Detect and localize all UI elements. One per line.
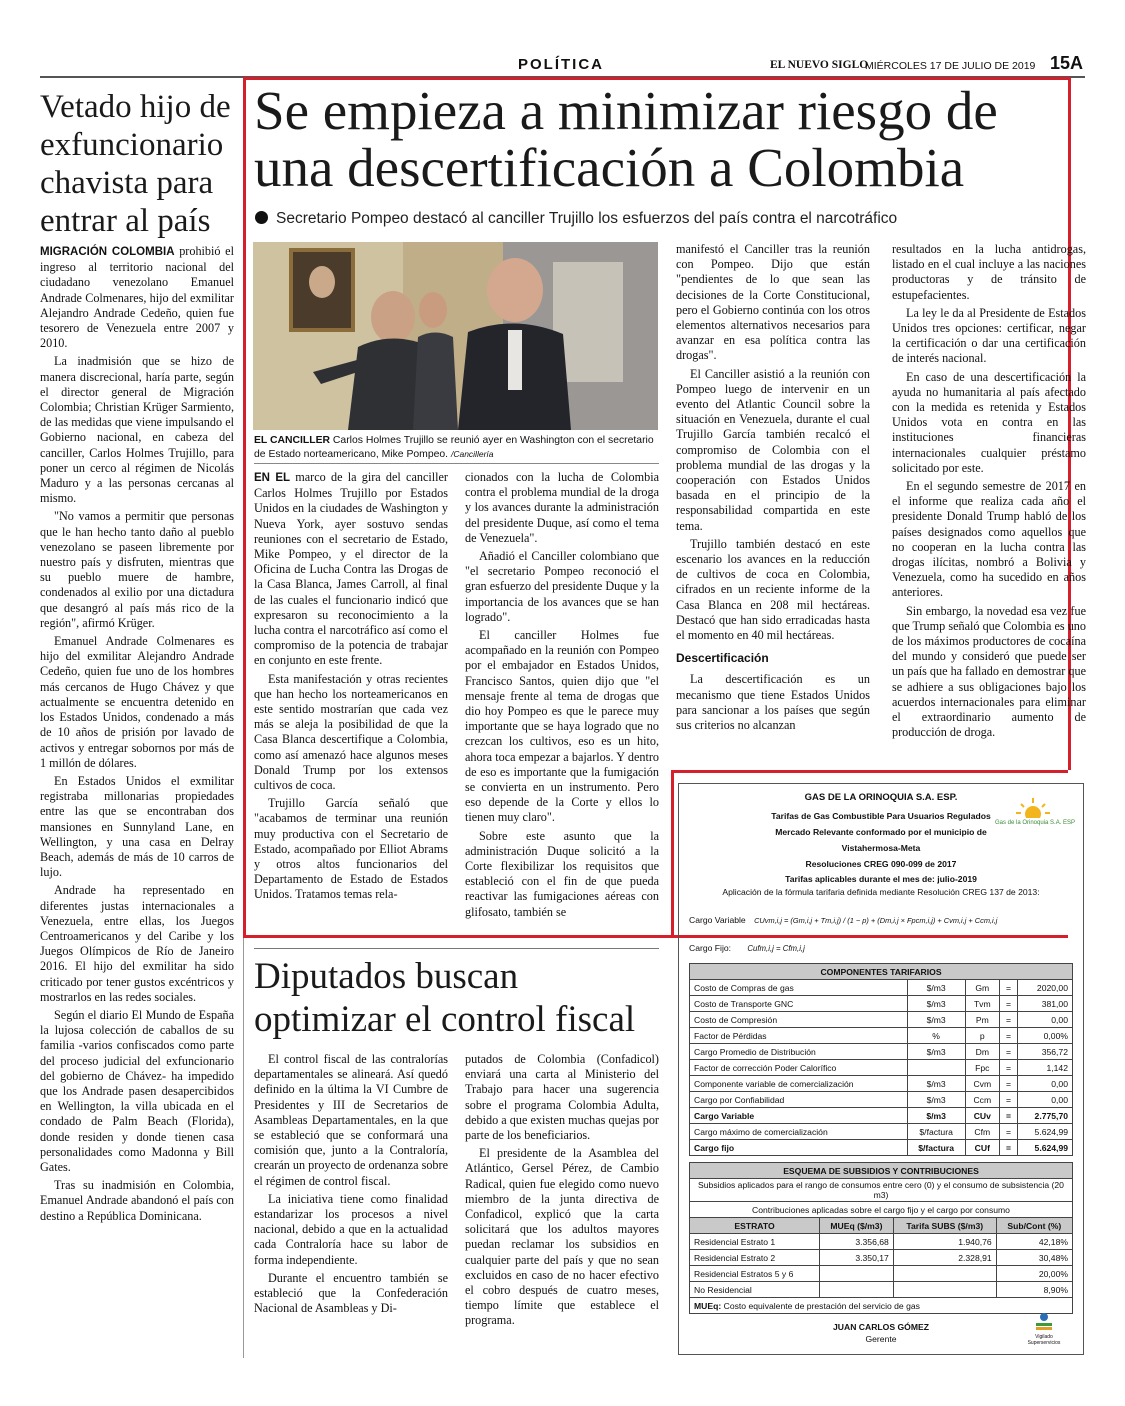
component-name: Costo de Transporte GNC [690,996,908,1012]
component-name: Componente variable de comercialización [690,1076,908,1092]
component-value: 5.624,99 [1018,1124,1073,1140]
mueq-note: MUEq: Costo equivalente de prestación del servicio de gas [690,1298,1073,1314]
component-value: 2020,00 [1018,980,1073,996]
component-row [690,1092,1073,1108]
component-name: Cargo Variable [690,1108,908,1124]
component-symbol: Fpc [965,1060,999,1076]
paragraph: Trujillo García señaló que "acabamos de terminar una reunión muy productiva con el Secretario de Estado, acompañado por Elliot Abrams y otros altos funcionarios del Departamento de Estado de Estados Unidos. Tratamos temas rela- [254,796,448,902]
component-value: 0,00% [1018,1028,1073,1044]
component-equals: = [1000,1076,1018,1092]
subsidy-estrato: No Residencial [690,1282,820,1298]
formula-note: Aplicación de la fórmula tarifaria definida mediante Resolución CREG 137 de 2013: [722,887,1040,897]
subsidy-header: Sub/Cont (%) [996,1218,1072,1234]
component-row [690,1076,1073,1092]
component-equals: = [1000,1028,1018,1044]
component-equals: = [1000,1060,1018,1076]
subsidy-estrato: Residencial Estratos 5 y 6 [690,1266,820,1282]
subsidy-value: 2.328,91 [893,1250,996,1266]
component-unit: $/factura [907,1124,965,1140]
second-col-1 [254,1052,448,1319]
paragraph: La inadmisión que se hizo de manera discrecional, haría parte, según el director general de Migración Colombia; Christian Krüger Sarmiento, de las medidas que viene impulsando el Gobierno nacional, en cabeza del canciller, Carlos Holmes Trujillo, para poner un cerco al régimen de Nicolás Maduro y a las personas cercanas al mismo. [40,354,234,506]
component-row [690,1044,1073,1060]
main-headline: Se empieza a minimizar riesgo de una descertificación a Colombia [254,80,998,198]
component-unit: $/m3 [907,1012,965,1028]
paragraph: El control fiscal de las contralorías departamentales se alineará. Así quedó definido en la última la VI Cumbre de Presidentes y III de Secretarios de Asambleas Departamentales, en la que se estableció que se conformará una comisión que, junto a la Contraloría, crearán un proyecto de ordenanza sobre el régimen de control fiscal. [254,1052,448,1188]
subsidy-title: ESQUEMA DE SUBSIDIOS Y CONTRIBUCIONES [690,1163,1073,1179]
paragraph: manifestó el Canciller tras la reunión con Pompeo. Dijo que están "pendientes de lo que sean las decisiones de la Corte Constitucional, pero el Gobierno continúa con los otros elementos alternativos necesarios para avanzar en esa política contra las drogas". [676,242,870,363]
component-row [690,1140,1073,1156]
cargo-variable-row: Cargo Variable CUvm,i,j = (Gm,i,j + Tm,i,j) / (1 − p) + (Dm,i,j × Fpcm,i,j) + Cvm,i,j + Ccm,i,j [689,915,998,925]
subsidy-value [820,1266,894,1282]
section-subhead: Descertificación [676,651,769,666]
section-divider [254,948,659,949]
component-symbol: Cvm [965,1076,999,1092]
component-name: Costo de Compresión [690,1012,908,1028]
company-name: GAS DE LA ORINOQUIA S.A. ESP. [804,792,958,803]
component-row [690,1060,1073,1076]
component-symbol: Dm [965,1044,999,1060]
paragraph: putados de Colombia (Confadicol) enviará una carta al Ministerio del Trabajo para hacer una sugerencia sobre el programa Colombia Adulta, debido a que existen muchas quejas por parte de los beneficiarios. [465,1052,659,1143]
main-lead: EN EL [254,472,291,484]
paragraph: El canciller Holmes fue acompañado en la reunión con Pompeo por el embajador en Estados Unidos, Francisco Santos, quien dijo que "el mensaje frente al tema de drogas que dio hoy Pompeo es que le parece muy importante que se haya logrado que no crezcan los cultivos, eso es un hito, ahora toca empezar a bajarlos. Y dentro de eso es importante que la fumigación se convierta en un instrumento. Pero eso depende de la Corte y ellos lo tienen muy claro". [465,628,659,825]
components-table [689,963,1073,1156]
component-row [690,1012,1073,1028]
notice-line: Tarifas de Gas Combustible Para Usuarios Regulados [771,811,991,821]
component-symbol: CUf [965,1140,999,1156]
subsidy-header: Tarifa SUBS ($/m3) [893,1218,996,1234]
gas-tariff-notice [678,783,1084,1355]
paragraph: El presidente de la Asamblea del Atlántico, Gersel Pérez, de Cambio Radical, quien fue elegido como nuevo miembro de la junta directiva de Confadicol, explicó que la carta solicitará que los adultos mayores puedan reclamar los subsidios en cualquier parte del país y que no sean excluidos en caso de no hacer efectivo el cobro después de cuatro meses, tiempo límite que establece el programa. [465,1146,659,1328]
paragraph: Esta manifestación y otras recientes que han hecho los norteamericanos en este sentido mostrarían que cada vez más se aleja la posibilidad de que la Casa Blanca descertifique a Colombia, como así amenazó hace algunos meses Donald Trump por los extensos cultivos de coca. [254,671,448,793]
component-unit: $/m3 [907,1044,965,1060]
component-name: Cargo Promedio de Distribución [690,1044,908,1060]
paragraph: resultados en la lucha antidrogas, listado en el cual incluye a las naciones productoras y de tránsito de estupefacientes. [892,242,1086,302]
main-col-1: EN EL marco de la gira del canciller Carlos Holmes Trujillo por Estados Unidos en la ciudades de Washington y Nueva York, ayer sostuvo sendas reuniones con el secretario de Estado, Mike Pompeo, y el director de la Oficina de Lucha Contra las Drogas de la Casa Blanca, James Carroll, al final de las cuales el funcionario indicó que expresaron su reconocimiento a la lucha contra el narcotráfico así como el compromiso de la potencia de trabajar en conjunto en este frente. Esta manifestación y otras recientes que han hecho los norteamericanos en este sentido mostrarían que cada vez más se aleja la posibilidad de que la Casa Blanca descertifique a Colombia, como así amenazó hace algunos meses Donald Trump por los extensos cultivos de coca. Trujillo García señaló que "acabamos de terminar una reunión muy productiva con el Secretario de Estado, acompañado por Elliot Abrams y otros altos funcionarios del Departamento de Estado de Estados Unidos. Tratamos temas rela- [254,470,448,902]
component-name: Factor de corrección Poder Calorífico [690,1060,908,1076]
photo-caption: EL CANCILLER Carlos Holmes Trujillo se reunió ayer en Washington con el secretario de Estado norteamericano, Mike Pompeo. /Cancillería [254,435,654,460]
sun-logo-icon [1013,796,1053,818]
subsidy-value [820,1282,894,1298]
second-headline: Diputados buscan optimizar el control fiscal [254,956,636,1040]
paragraph: Añadió el Canciller colombiano que "el secretario Pompeo reconoció el gran esfuerzo del presidente Duque y la importancia de los avances que se han logrado". [465,549,659,624]
signer-name: JUAN CARLOS GÓMEZ [833,1322,929,1332]
paragraph: Emanuel Andrade Colmenares es hijo del exmilitar Alejandro Andrade Cedeño, quien fue uno de los hombres más cercanos de Hugo Chávez y que actualmente se encuentra detenido en los Estados Unidos, condenado a más de 10 años de prisión por lavado de activos y entregar sobornos por más de 1 millón de dólares. [40,634,234,770]
left-headline: Vetado hijo de exfuncionario chavista para entrar al país [40,89,231,239]
component-unit: $/m3 [907,1076,965,1092]
component-equals: = [1000,996,1018,1012]
component-symbol: CUv [965,1108,999,1124]
cargo-fijo-formula: Cufm,i,j = Cfm,i,j [747,944,805,953]
main-col-2 [465,470,659,923]
left-lead: MIGRACIÓN COLOMBIA [40,246,175,258]
paragraph: El Canciller asistió a la reunión con Pompeo luego de intervenir en un evento del Atlantic Council sobre la situación en Venezuela, durante el cual Trujillo García también recalcó el compromiso de Colombia con el problema mundial de las drogas y la cooperación con Estados Unidos basada en el principio de la responsabilidad compartida en este tema. [676,366,870,533]
second-col-2 [465,1052,659,1332]
component-row [690,1028,1073,1044]
paragraph: Sin embargo, la novedad esa vez fue que Trump señaló que Colombia es uno de los máximos productores de cocaína del mundo y consideró que puede ser un país que ha fallado en demostrar que se adhiere a sus obligaciones bajo los acuerdos internacionales para eliminar el extraordinario aumento de producción de droga. [892,603,1086,740]
subsidy-row [690,1250,1073,1266]
paragraph: La ley le da al Presidente de Estados Unidos tres opciones: certificar, negar la certificación o dar una certificación de interés nacional. [892,305,1086,366]
component-row [690,1108,1073,1124]
subsidy-value: 3.350,17 [820,1250,894,1266]
component-name: Cargo fijo [690,1140,908,1156]
component-unit: $/m3 [907,1108,965,1124]
cargo-variable-formula: CUvm,i,j = (Gm,i,j + Tm,i,j) / (1 − p) + (Dm,i,j × Fpcm,i,j) + Cvm,i,j + Ccm,i,j [754,916,998,925]
component-symbol: Pm [965,1012,999,1028]
component-symbol: p [965,1028,999,1044]
subsidy-value [893,1282,996,1298]
component-equals: = [1000,980,1018,996]
main-col-4 [892,242,1086,744]
notice-line: Tarifas aplicables durante el mes de: julio-2019 [785,874,977,884]
subsidy-value: 20,00% [996,1266,1072,1282]
main-col-3 [676,242,870,736]
page-number: 15A [1050,53,1084,73]
subsidy-estrato: Residencial Estrato 2 [690,1250,820,1266]
paragraph: Sobre este asunto que la administración Duque solicitó a la Corte flexibilizar los requisitos que estableció con el fin de que pueda reactivar las fumigaciones aéreas con glifosato, también se [465,828,659,919]
component-row [690,980,1073,996]
component-name: Costo de Compras de gas [690,980,908,996]
company-logo: Gas de la Orinoquia S.A. ESP [995,796,1071,826]
component-equals: = [1000,1044,1018,1060]
paragraph: En el segundo semestre de 2017 en el informe que realiza cada año el presidente Donald Trump habló de los países designados como aquellos que no cooperan en la lucha contra las drogas ilícitas, nombró a Bolivia y Venezuela, como ha sucedido en años anteriores. [892,479,1086,600]
subsidy-value: 3.356,68 [820,1234,894,1250]
component-value: 2.775,70 [1018,1108,1073,1124]
left-article-body [40,244,234,1227]
component-row [690,996,1073,1012]
paragraph: Tras su inadmisión en Colombia, Emanuel Andrade abandonó el país con destino a República Dominicana. [40,1178,234,1223]
paragraph: "No vamos a permitir que personas que le han hecho tanto daño al pueblo venezolano se paseen libremente por nuestro país y disfruten, mientras que su pueblo muere de hambre, condenados al exilio por una dictadura que desangró al país más rico de la región", afirmó Krüger. [40,509,234,630]
component-unit: $/m3 [907,996,965,1012]
subsidy-value: 1.940,76 [893,1234,996,1250]
superservicios-logo-icon [1033,1312,1055,1332]
subsidy-header: MUEq ($/m3) [820,1218,894,1234]
highlight-box-edge [671,770,1071,773]
masthead-date: MIÉRCOLES 17 DE JULIO DE 2019 [865,60,1036,72]
component-unit: % [907,1028,965,1044]
subsidy-note: Contribuciones aplicadas sobre el cargo fijo y el cargo por consumo [690,1202,1073,1218]
component-value: 0,00 [1018,1076,1073,1092]
masthead-paper: EL NUEVO SIGLO [770,59,869,71]
component-equals: = [1000,1124,1018,1140]
article-photo [253,242,658,430]
component-symbol: Ccm [965,1092,999,1108]
component-name: Cargo máximo de comercialización [690,1124,908,1140]
subsidy-value [893,1266,996,1282]
component-symbol: Cfm [965,1124,999,1140]
component-value: 5.624,99 [1018,1140,1073,1156]
subsidy-table [689,1162,1073,1314]
component-row [690,1124,1073,1140]
component-unit: $/m3 [907,980,965,996]
component-unit: $/m3 [907,1092,965,1108]
subsidy-value: 30,48% [996,1250,1072,1266]
component-equals: = [1000,1140,1018,1156]
component-name: Cargo por Confiabilidad [690,1092,908,1108]
cargo-fijo-row: Cargo Fijo: Cufm,i,j = Cfm,i,j [689,943,805,953]
subsidy-estrato: Residencial Estrato 1 [690,1234,820,1250]
component-unit: $/factura [907,1140,965,1156]
subsidy-row [690,1282,1073,1298]
component-equals: = [1000,1108,1018,1124]
subsidy-row [690,1266,1073,1282]
component-value: 0,00 [1018,1092,1073,1108]
paragraph: Según el diario El Mundo de España la lujosa colección de caballos de su familia -varios confiscados como parte del proceso judicial del exfuncionario del gobierno de Chávez- ha impedido que los Andrade pasen desapercibidos en Wellington, la villa ubicada en el condado de Palm Beach (Florida), donde residen y donde tienen casa personalidades como Madonna y Bill Gates. [40,1007,234,1174]
component-value: 1,142 [1018,1060,1073,1076]
component-equals: = [1000,1092,1018,1108]
subsidy-note: Subsidios aplicados para el rango de consumos entre cero (0) y el consumo de subsistencia (20 m3) [690,1179,1073,1202]
component-value: 381,00 [1018,996,1073,1012]
photo-illustration [253,242,658,430]
section-title: POLÍTICA [518,56,604,73]
supervision-logo: Vigilado Superservicios [1019,1312,1069,1346]
notice-line: Vistahermosa-Meta [841,843,921,853]
component-name: Factor de Pérdidas [690,1028,908,1044]
paragraph: La descertificación es un mecanismo que tiene Estados Unidos para sancionar a los países que según sus criterios no alcanzan [676,672,870,733]
subsidy-header: ESTRATO [690,1218,820,1234]
components-title: COMPONENTES TARIFARIOS [690,964,1073,980]
notice-line: Mercado Relevante conformado por el municipio de [775,827,987,837]
component-value: 356,72 [1018,1044,1073,1060]
subsidy-value: 42,18% [996,1234,1072,1250]
paragraph: La iniciativa tiene como finalidad estandarizar los procesos a nivel nacional, debido a que en la actualidad cada Contraloría hace su labor de forma independiente. [254,1191,448,1267]
paragraph: En caso de una descertificación la ayuda no humanitaria al país afectado con la medida es retenida y Estados Unidos vota en contra en las instituciones financieras internacionales cualquier préstamo solicitado por este. [892,369,1086,475]
paragraph: En Estados Unidos el exmilitar registraba millonarias propiedades entre las que se encontraban dos mansiones en Sunnyland Lane, en Wellington, y una casa en Delray Beach, además de más de 10 carros de lujo. [40,773,234,880]
bullet-icon [255,211,268,224]
caption-rule [254,463,659,464]
notice-line: Resoluciones CREG 090-099 de 2017 [805,859,957,869]
component-unit [907,1060,965,1076]
paragraph: prohibió el ingreso al territorio nacional del ciudadano venezolano Emanuel Andrade Colmenares, hijo del exmilitar Alejandro Andrade Cedeño, quien fue tesorero de Venezuela entre 2007 y 2010. [40,244,234,351]
component-value: 0,00 [1018,1012,1073,1028]
paragraph: Andrade ha representado en diferentes justas internacionales a Venezuela, entre ellas, los Juegos Centroamericanos y del Caribe y los Juegos Olímpicos de Río de Janeiro 2016. El hijo del exmilitar ha sido criticado por tener gustos excéntricos y mostrarlos en las redes sociales. [40,883,234,1004]
signer-title: Gerente [865,1334,897,1344]
component-equals: = [1000,1012,1018,1028]
paragraph: cionados con la lucha de Colombia contra el problema mundial de la droga y los avances durante la administración del presidente Duque, así como el tema de Venezuela". [465,470,659,545]
subsidy-value: 8,90% [996,1282,1072,1298]
subsidy-row [690,1234,1073,1250]
paragraph: Trujillo también destacó en este escenario los avances en la reducción de cultivos de coca en Colombia, cifrados en un reciente informe de la Casa Blanca en 208 mil hectáreas. Destacó que han sido erradicadas hasta el momento en 40 mil hectáreas. [676,536,870,643]
main-subhead: Secretario Pompeo destacó al canciller Trujillo los esfuerzos del país contra el narcotráfico [255,210,1055,228]
component-symbol: Gm [965,980,999,996]
component-symbol: Tvm [965,996,999,1012]
paragraph: Durante el encuentro también se estableció que la Confederación Nacional de Asambleas y Di- [254,1270,448,1316]
